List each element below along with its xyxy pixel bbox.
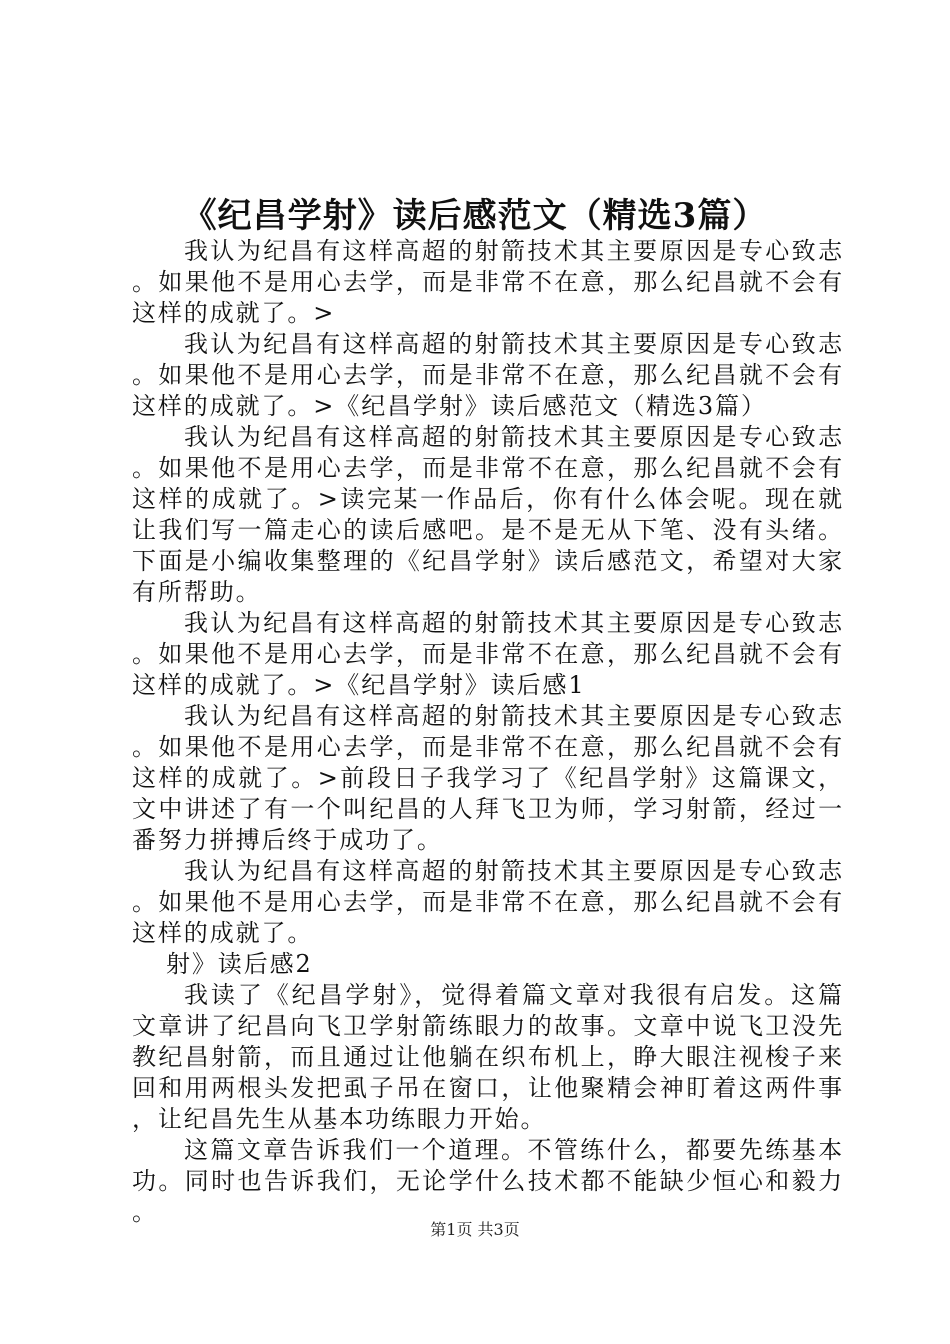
paragraph: 我认为纪昌有这样高超的射箭技术其主要原因是专心致志。如果他不是用心去学，而是非常不在意，那么纪昌就不会有这样的成就了。>《纪昌学射》读后感1 (132, 609, 844, 699)
paragraph: 我认为纪昌有这样高超的射箭技术其主要原因是专心致志。如果他不是用心去学，而是非常不在意，那么纪昌就不会有这样的成就了。> (132, 237, 844, 327)
paragraph: 我认为纪昌有这样高超的射箭技术其主要原因是专心致志。如果他不是用心去学，而是非常不在意，那么纪昌就不会有这样的成就了。 (132, 857, 844, 947)
paragraph: 这篇文章告诉我们一个道理。不管练什么，都要先练基本功。同时也告诉我们，无论学什么技术都不能缺少恒心和毅力。 (132, 1136, 844, 1226)
paragraph: 我认为纪昌有这样高超的射箭技术其主要原因是专心致志。如果他不是用心去学，而是非常不在意，那么纪昌就不会有这样的成就了。>读完某一作品后，你有什么体会呢。现在就让我们写一篇走心的读后感吧。是不是无从下笔、没有头绪。下面是小编收集整理的《纪昌学射》读后感范文，希望对大家有所帮助。 (132, 423, 844, 606)
paragraph: 我认为纪昌有这样高超的射箭技术其主要原因是专心致志。如果他不是用心去学，而是非常不在意，那么纪昌就不会有这样的成就了。>《纪昌学射》读后感范文（精选3篇） (132, 330, 844, 420)
page-footer: 第1页 共3页 (430, 1220, 520, 1239)
paragraph: 我认为纪昌有这样高超的射箭技术其主要原因是专心致志。如果他不是用心去学，而是非常不在意，那么纪昌就不会有这样的成就了。>前段日子我学习了《纪昌学射》这篇课文，文中讲述了有一个叫纪昌的人拜飞卫为师，学习射箭，经过一番努力拼搏后终于成功了。 (132, 702, 844, 854)
section-heading: 射》读后感2 (166, 950, 313, 978)
paragraph: 我读了《纪昌学射》，觉得着篇文章对我很有启发。这篇文章讲了纪昌向飞卫学射箭练眼力的故事。文章中说飞卫没先教纪昌射箭，而且通过让他躺在织布机上，睁大眼注视梭子来回和用两根头发把虱子吊在窗口，让他聚精会神盯着这两件事，让纪昌先生从基本功练眼力开始。 (132, 981, 844, 1133)
document-body (132, 236, 844, 1228)
document-title: 《纪昌学射》读后感范文（精选3篇） (182, 196, 768, 236)
